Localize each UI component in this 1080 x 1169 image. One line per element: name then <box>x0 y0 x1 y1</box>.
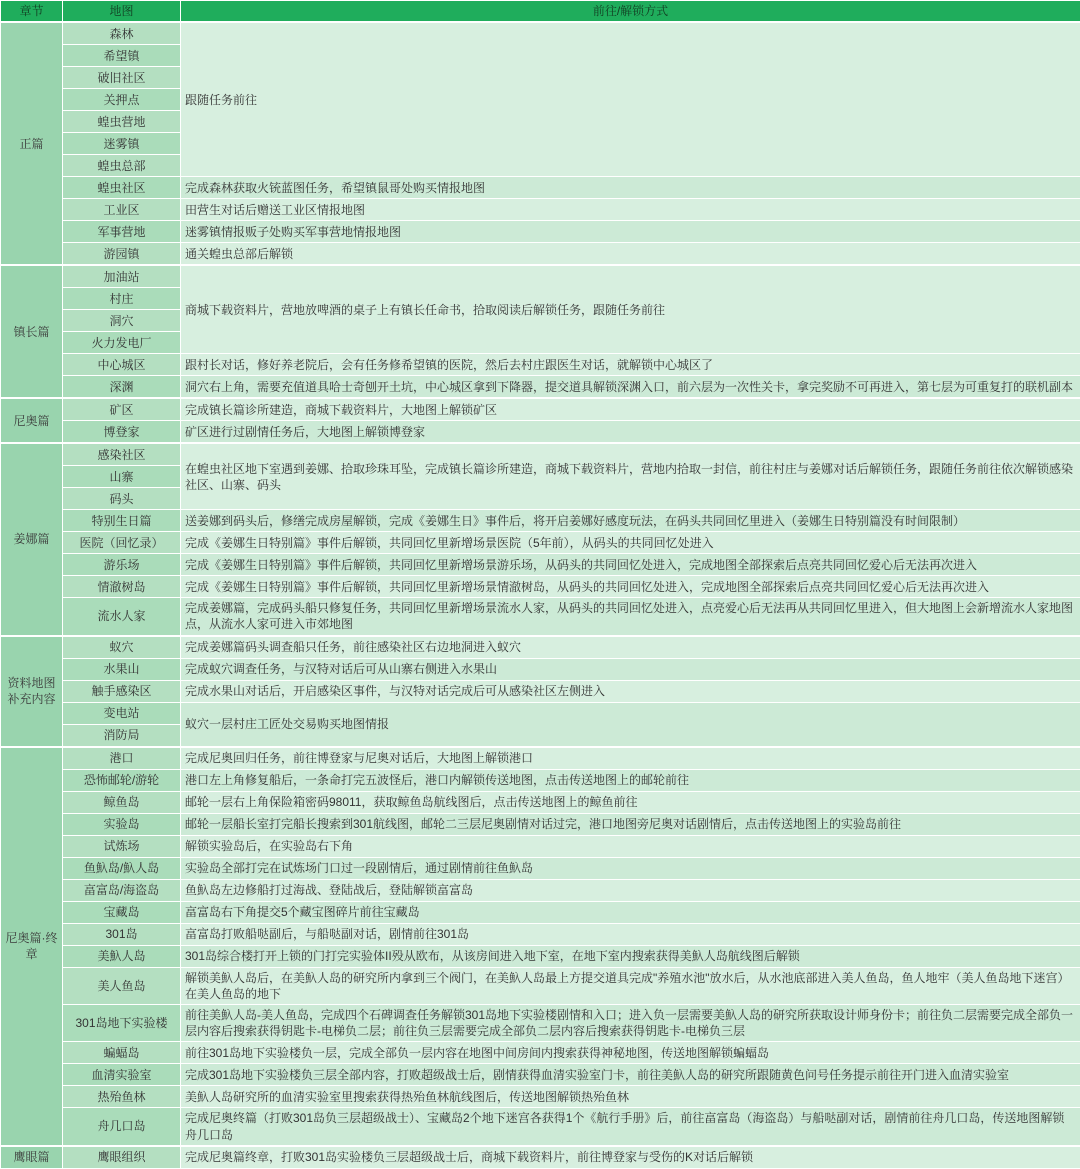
map-cell: 301岛地下实验楼 <box>63 1004 181 1041</box>
unlock-desc-cell: 完成水果山对话后，开启感染区事件，与汉特对话完成后可从感染社区左侧进入 <box>181 680 1080 702</box>
table-row <box>1 680 1080 702</box>
table-row <box>1 945 1080 967</box>
unlock-desc-cell: 完成《姜娜生日特别篇》事件后解锁，共同回忆里新增场景游乐场，从码头的共同回忆处进入，完成地图全部探索后点亮共同回忆爱心后无法再次进入 <box>181 554 1080 576</box>
table-row <box>1 421 1080 444</box>
map-cell: 游园镇 <box>63 243 181 266</box>
unlock-desc-cell: 港口左上角修复船后，一条命打完五波怪后，港口内解锁传送地图，点击传送地图上的邮轮前往 <box>181 769 1080 791</box>
map-cell: 消防局 <box>63 724 181 747</box>
map-cell: 水果山 <box>63 658 181 680</box>
map-cell: 深渊 <box>63 376 181 399</box>
map-cell: 蝗虫社区 <box>63 177 181 199</box>
map-cell: 关押点 <box>63 89 181 111</box>
table-row <box>1 791 1080 813</box>
unlock-desc-cell: 田营生对话后赠送工业区情报地图 <box>181 199 1080 221</box>
table-row <box>1 199 1080 221</box>
map-cell: 鲸鱼岛 <box>63 791 181 813</box>
chapter-cell: 鹰眼篇 <box>1 1146 63 1169</box>
header-map: 地图 <box>63 1 181 23</box>
table-row <box>1 923 1080 945</box>
table-row <box>1 879 1080 901</box>
unlock-desc-cell: 矿区进行过剧情任务后，大地图上解锁博登家 <box>181 421 1080 444</box>
map-cell: 舟几口岛 <box>63 1108 181 1146</box>
chapter-cell: 尼奥篇·终章 <box>1 747 63 1146</box>
map-cell: 码头 <box>63 488 181 510</box>
table-row <box>1 769 1080 791</box>
table-row <box>1 532 1080 554</box>
unlock-desc-cell: 301岛综合楼打开上锁的门打完实验体II殁从欧布，从该房间进入地下室，在地下室内搜索获得美魞人岛航线图后解锁 <box>181 945 1080 967</box>
map-cell: 宝藏岛 <box>63 901 181 923</box>
unlock-desc-cell: 邮轮一层右上角保险箱密码98011，获取鲸鱼岛航线图后，点击传送地图上的鲸鱼前往 <box>181 791 1080 813</box>
map-cell: 游乐场 <box>63 554 181 576</box>
map-cell: 港口 <box>63 747 181 770</box>
map-cell: 血清实验室 <box>63 1064 181 1086</box>
table-row <box>1 1146 1080 1169</box>
table-row <box>1 967 1080 1004</box>
table-row <box>1 443 1080 466</box>
unlock-desc-cell: 洞穴右上角，需要充值道具哈士奇刨开土坑，中心城区拿到下降器，提交道具解锁深渊入口，前六层为一次性关卡，拿完奖励不可再进入，第七层为可重复打的联机副本 <box>181 376 1080 399</box>
map-cell: 变电站 <box>63 702 181 724</box>
map-cell: 迷雾镇 <box>63 133 181 155</box>
unlock-desc-cell: 在蝗虫社区地下室遇到姜娜、拾取珍珠耳坠，完成镇长篇诊所建造，商城下载资料片，营地内拾取一封信，前往村庄与姜娜对话后解锁任务，跟随任务前往依次解锁感染社区、山寨、码头 <box>181 443 1080 510</box>
map-cell: 希望镇 <box>63 45 181 67</box>
map-cell: 恐怖邮轮/游轮 <box>63 769 181 791</box>
unlock-desc-cell: 解锁美魞人岛后，在美魞人岛的研究所内拿到三个阀门，在美魞人岛最上方提交道具完成"养殖水池"放水后，从水池底部进入美人鱼岛，鱼人地牢（美人鱼岛地下迷宫）在美人鱼岛的地下 <box>181 967 1080 1004</box>
table-row <box>1 510 1080 532</box>
table-row <box>1 376 1080 399</box>
map-cell: 热殆鱼林 <box>63 1086 181 1108</box>
table-row <box>1 243 1080 266</box>
unlock-desc-cell: 完成森林获取火铳蓝图任务，希望镇鼠哥处购买情报地图 <box>181 177 1080 199</box>
table-row <box>1 813 1080 835</box>
map-cell: 情澈树岛 <box>63 576 181 598</box>
table-row <box>1 576 1080 598</box>
map-cell: 鹰眼组织 <box>63 1146 181 1169</box>
unlock-desc-cell: 商城下载资料片，营地放啤酒的桌子上有镇长任命书，拾取阅读后解锁任务，跟随任务前往 <box>181 265 1080 354</box>
map-cell: 洞穴 <box>63 310 181 332</box>
map-cell: 感染社区 <box>63 443 181 466</box>
table-row <box>1 354 1080 376</box>
unlock-desc-cell: 完成《姜娜生日特别篇》事件后解锁，共同回忆里新增场景情澈树岛，从码头的共同回忆处进入，完成地图全部探索后点亮共同回忆爱心后无法再次进入 <box>181 576 1080 598</box>
unlock-desc-cell: 完成蚁穴调查任务，与汉特对话后可从山寨右侧进入水果山 <box>181 658 1080 680</box>
table-row <box>1 177 1080 199</box>
table-row <box>1 554 1080 576</box>
table-row <box>1 747 1080 770</box>
chapter-cell: 姜娜篇 <box>1 443 63 635</box>
table-row <box>1 636 1080 659</box>
unlock-desc-cell: 完成姜娜篇码头调查船只任务，前往感染社区右边地洞进入蚁穴 <box>181 636 1080 659</box>
map-cell: 流水人家 <box>63 598 181 636</box>
table-row <box>1 398 1080 421</box>
map-cell: 破旧社区 <box>63 67 181 89</box>
chapter-cell: 资料地图补充内容 <box>1 636 63 747</box>
table-row <box>1 598 1080 636</box>
table-row <box>1 1108 1080 1146</box>
table-row <box>1 221 1080 243</box>
unlock-desc-cell: 跟村长对话，修好养老院后，会有任务修希望镇的医院，然后去村庄跟医生对话，就解锁中心城区了 <box>181 354 1080 376</box>
chapter-cell: 正篇 <box>1 22 63 265</box>
table-row <box>1 265 1080 288</box>
unlock-desc-cell: 鱼魞岛左边修船打过海战、登陆战后，登陆解锁畗富岛 <box>181 879 1080 901</box>
table-row <box>1 857 1080 879</box>
map-cell: 医院（回忆录） <box>63 532 181 554</box>
map-cell: 军事营地 <box>63 221 181 243</box>
table-row <box>1 1004 1080 1041</box>
unlock-desc-cell: 送姜娜到码头后，修缮完成房屋解锁，完成《姜娜生日》事件后，将开启姜娜好感度玩法，在码头共同回忆里进入（姜娜生日特别篇没有时间限制） <box>181 510 1080 532</box>
unlock-desc-cell: 迷雾镇情报贩子处购买军事营地情报地图 <box>181 221 1080 243</box>
unlock-desc-cell: 完成姜娜篇，完成码头船只修复任务，共同回忆里新增场景流水人家，从码头的共同回忆处进入，点亮爱心后无法再从共同回忆里进入，但大地图上会新增流水人家地图点，从流水人家可进入市郊地图 <box>181 598 1080 636</box>
unlock-desc-cell: 畗富岛右下角提交5个藏宝图碎片前往宝藏岛 <box>181 901 1080 923</box>
table-row <box>1 22 1080 45</box>
unlock-desc-cell: 完成尼奥回归任务，前往博登家与尼奥对话后，大地图上解锁港口 <box>181 747 1080 770</box>
map-cell: 美魞人岛 <box>63 945 181 967</box>
chapter-cell: 尼奥篇 <box>1 398 63 443</box>
unlock-desc-cell: 邮轮一层船长室打完船长搜索到301航线图，邮轮二三层尼奥剧情对话过完，港口地图旁尼奥对话剧情后，点击传送地图上的实验岛前往 <box>181 813 1080 835</box>
map-cell: 美人鱼岛 <box>63 967 181 1004</box>
unlock-desc-cell: 畗富岛打败船哒副后，与船哒副对话，剧情前往301岛 <box>181 923 1080 945</box>
map-table-body <box>1 22 1080 1168</box>
map-cell: 实验岛 <box>63 813 181 835</box>
map-cell: 村庄 <box>63 288 181 310</box>
table-row <box>1 901 1080 923</box>
unlock-desc-cell: 通关蝗虫总部后解锁 <box>181 243 1080 266</box>
unlock-desc-cell: 完成镇长篇诊所建造，商城下载资料片，大地图上解锁矿区 <box>181 398 1080 421</box>
chapter-cell: 镇长篇 <box>1 265 63 398</box>
unlock-desc-cell: 实验岛全部打完在试炼场门口过一段剧情后，通过剧情前往鱼魞岛 <box>181 857 1080 879</box>
map-cell: 蝗虫营地 <box>63 111 181 133</box>
map-cell: 触手感染区 <box>63 680 181 702</box>
table-row <box>1 702 1080 724</box>
map-cell: 森林 <box>63 22 181 45</box>
table-row <box>1 1042 1080 1064</box>
header-unlock-method: 前往/解锁方式 <box>181 1 1080 23</box>
unlock-desc-cell: 前往301岛地下实验楼负一层，完成全部负一层内容在地图中间房间内搜索获得神秘地图，传送地图解锁蝙蝠岛 <box>181 1042 1080 1064</box>
map-cell: 蚁穴 <box>63 636 181 659</box>
unlock-desc-cell: 完成尼奥篇终章，打败301岛实验楼负三层超级战士后，商城下载资料片，前往博登家与受伤的K对话后解锁 <box>181 1146 1080 1169</box>
unlock-desc-cell: 蚁穴一层村庄工匠处交易购买地图情报 <box>181 702 1080 747</box>
map-cell: 加油站 <box>63 265 181 288</box>
table-row <box>1 835 1080 857</box>
map-cell: 火力发电厂 <box>63 332 181 354</box>
unlock-desc-cell: 前往美魞人岛-美人鱼岛，完成四个石碑调查任务解锁301岛地下实验楼剧情和入口；进入负一层需要美魞人岛的研究所获取设计师身份卡；前往负二层需要完成全部负一层内容后搜索获得钥匙卡-电梯负二层；前往负三层需要完成全部负二层内容后搜索获得钥匙卡-电梯负三层 <box>181 1004 1080 1041</box>
unlock-desc-cell: 完成尼奥终篇（打败301岛负三层超级战士）、宝藏岛2个地下迷宫各获得1个《航行手册》后，前往畗富岛（海盗岛）与船哒副对话，剧情前往舟几口岛，传送地图解锁舟几口岛 <box>181 1108 1080 1146</box>
map-cell: 301岛 <box>63 923 181 945</box>
map-cell: 试炼场 <box>63 835 181 857</box>
map-cell: 山寨 <box>63 466 181 488</box>
map-cell: 蝗虫总部 <box>63 155 181 177</box>
map-cell: 特别生日篇 <box>63 510 181 532</box>
unlock-desc-cell: 完成《姜娜生日特别篇》事件后解锁，共同回忆里新增场景医院（5年前），从码头的共同回忆处进入 <box>181 532 1080 554</box>
table-header-row <box>1 1 1080 23</box>
unlock-desc-cell: 完成301岛地下实验楼负三层全部内容，打败超级战士后，剧情获得血清实验室门卡，前往美魞人岛的研究所跟随黄色问号任务提示前往开门进入血清实验室 <box>181 1064 1080 1086</box>
map-cell: 鱼魞岛/魞人岛 <box>63 857 181 879</box>
unlock-desc-cell: 解锁实验岛后，在实验岛右下角 <box>181 835 1080 857</box>
map-cell: 畗富岛/海盗岛 <box>63 879 181 901</box>
map-cell: 工业区 <box>63 199 181 221</box>
map-cell: 博登家 <box>63 421 181 444</box>
unlock-desc-cell: 跟随任务前往 <box>181 22 1080 177</box>
map-cell: 蝙蝠岛 <box>63 1042 181 1064</box>
header-chapter: 章节 <box>1 1 63 23</box>
map-cell: 中心城区 <box>63 354 181 376</box>
table-row <box>1 1086 1080 1108</box>
table-row <box>1 1064 1080 1086</box>
unlock-desc-cell: 美魞人岛研究所的血清实验室里搜索获得热殆鱼林航线图后，传送地图解锁热殆鱼林 <box>181 1086 1080 1108</box>
map-cell: 矿区 <box>63 398 181 421</box>
table-row <box>1 658 1080 680</box>
